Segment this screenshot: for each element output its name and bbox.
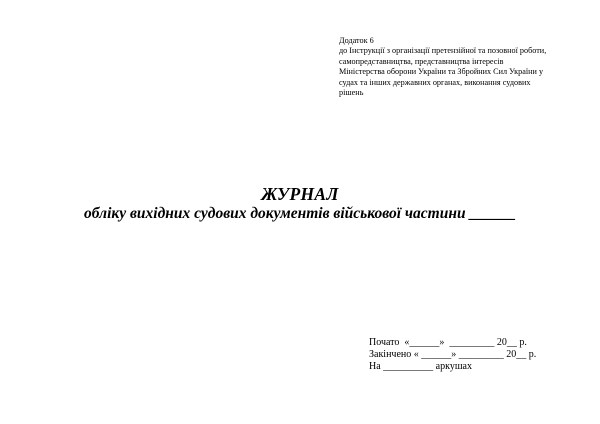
journal-title: ЖУРНАЛ: [261, 184, 339, 204]
appendix-line: судах та інших державних органах, виконання судових: [339, 77, 531, 87]
appendix-line: до Інструкції з організації претензійної та позовної роботи,: [339, 46, 547, 56]
journal-title-block: [0, 184, 600, 224]
appendix-line: Міністерства оборони України та Збройних Сил України у: [339, 67, 544, 77]
appendix-line: Додаток 6: [339, 36, 374, 45]
appendix-line: рішень: [339, 88, 364, 98]
started-date-line: Почато «______» _________ 20__ р.: [369, 337, 527, 348]
journal-meta: [369, 337, 536, 374]
finished-date-line: Закінчено « ______» _________ 20__ р.: [369, 349, 537, 361]
appendix-line: самопредставництва, представництва інтересів: [339, 56, 504, 66]
appendix-note: [339, 36, 559, 98]
journal-subtitle: обліку вихідних судових документів військової частини ______: [84, 205, 516, 222]
sheets-count-line: На __________ аркушах: [369, 361, 472, 373]
